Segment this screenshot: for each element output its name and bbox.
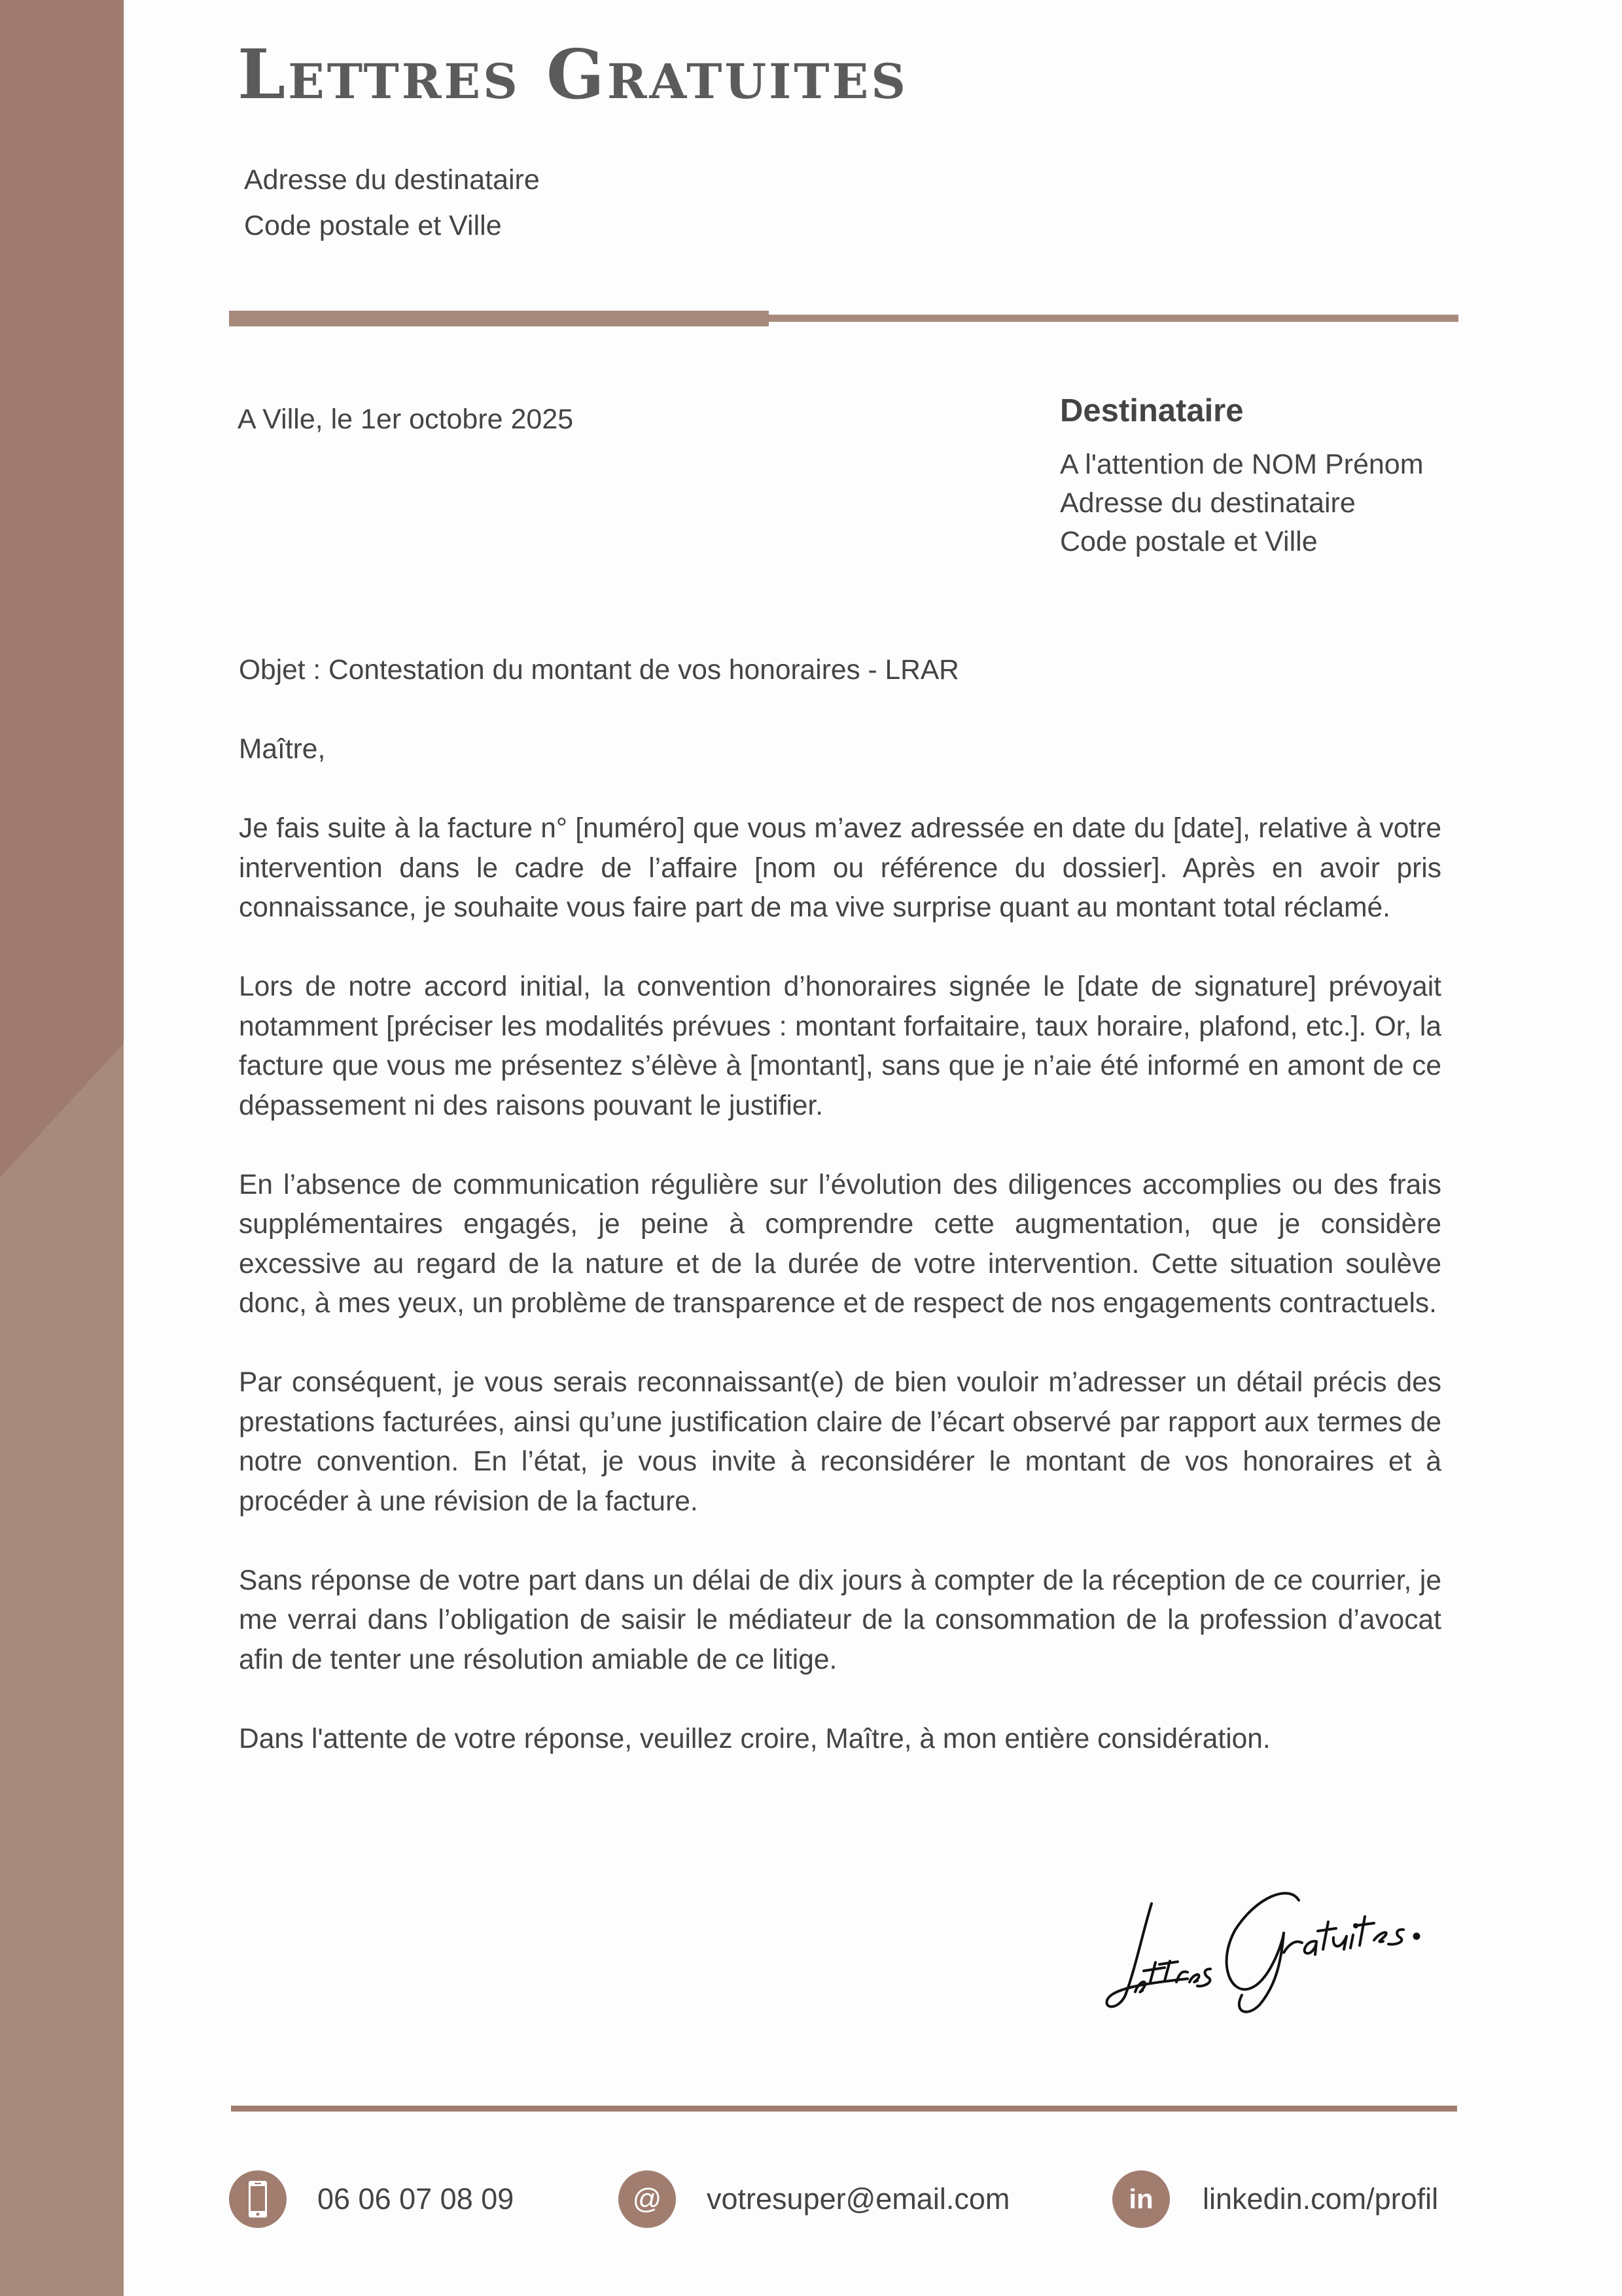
sender-address-line: Adresse du destinataire (244, 164, 540, 196)
brand-title: Lettres Gratuites (238, 34, 908, 114)
contact-phone (229, 2170, 514, 2228)
linkedin-icon: in (1112, 2170, 1170, 2228)
at-icon: @ (618, 2170, 676, 2228)
letter-closing: Dans l'attente de votre réponse, veuillez croire, Maître, à mon entière considération. (239, 1723, 1271, 1754)
contact-email (618, 2170, 1010, 2228)
header-divider-thick (229, 311, 769, 326)
letter-paragraph: Lors de notre accord initial, la convention d’honoraires signée le [date de signature] prévoyait notamment [préciser les modalités prévues : montant forfaitaire, taux horaire, plafond, etc.]. Or, la facture que vous me présentez s’élève à [montant], sans que je n’aie été informé en amont de ce dépassement ni des raisons pouvant le justifier. (239, 971, 1441, 1121)
recipient-block (1060, 392, 1424, 561)
sender-address (244, 157, 540, 249)
header-divider-thin (769, 315, 1458, 322)
letter-paragraph: En l’absence de communication régulière sur l’évolution des diligences accomplies ou des frais supplémentaires engagés, je peine à comprendre cette augmentation, que je considère excessive au regard de la nature et de la durée de votre intervention. Cette situation soulève donc, à mes yeux, un problème de transparence et de respect de nos engagements contractuels. (239, 1169, 1441, 1319)
recipient-attention: A l'attention de NOM Prénom (1060, 449, 1424, 480)
phone-number[interactable]: 06 06 07 08 09 (317, 2182, 514, 2216)
recipient-heading: Destinataire (1060, 393, 1244, 428)
letter-subject: Objet : Contestation du montant de vos honoraires - LRAR (239, 655, 959, 686)
recipient-address: Adresse du destinataire (1060, 487, 1356, 519)
contact-linkedin (1112, 2170, 1438, 2228)
sidebar-diagonal-shape (0, 0, 124, 2296)
recipient-city: Code postale et Ville (1060, 526, 1318, 557)
letter-salutation: Maître, (239, 734, 326, 765)
email-address[interactable]: votresuper@email.com (707, 2182, 1010, 2216)
letter-paragraph: Sans réponse de votre part dans un délai de dix jours à compter de la réception de ce courrier, je me verrai dans l’obligation de saisir le médiateur de la consommation de la profession d’avocat afin de tenter une résolution amiable de ce litige. (239, 1565, 1441, 1675)
letter-paragraph: Par conséquent, je vous serais reconnaissant(e) de bien vouloir m’adresser un détail précis des prestations facturées, ainsi qu’une justification claire de l’écart observé par rapport aux termes de notre convention. En l’état, je vous invite à reconsidérer le montant de vos honoraires et à procéder à une révision de la facture. (239, 1367, 1441, 1517)
footer-divider (231, 2106, 1457, 2112)
letter-body (239, 651, 1441, 1799)
sender-city-line: Code postale et Ville (244, 210, 502, 241)
date-line: A Ville, le 1er octobre 2025 (238, 404, 574, 435)
decorative-sidebar (0, 0, 124, 2296)
phone-icon (229, 2170, 287, 2228)
handwritten-signature (1073, 1858, 1466, 2015)
linkedin-url[interactable]: linkedin.com/profil (1203, 2182, 1439, 2216)
letter-paragraph: Je fais suite à la facture n° [numéro] que vous m’avez adressée en date du [date], relative à votre intervention dans le cadre de l’affaire [nom ou référence du dossier]. Après en avoir pris connaissance, je souhaite vous faire part de ma vive surprise quant au montant total réclamé. (239, 813, 1441, 923)
